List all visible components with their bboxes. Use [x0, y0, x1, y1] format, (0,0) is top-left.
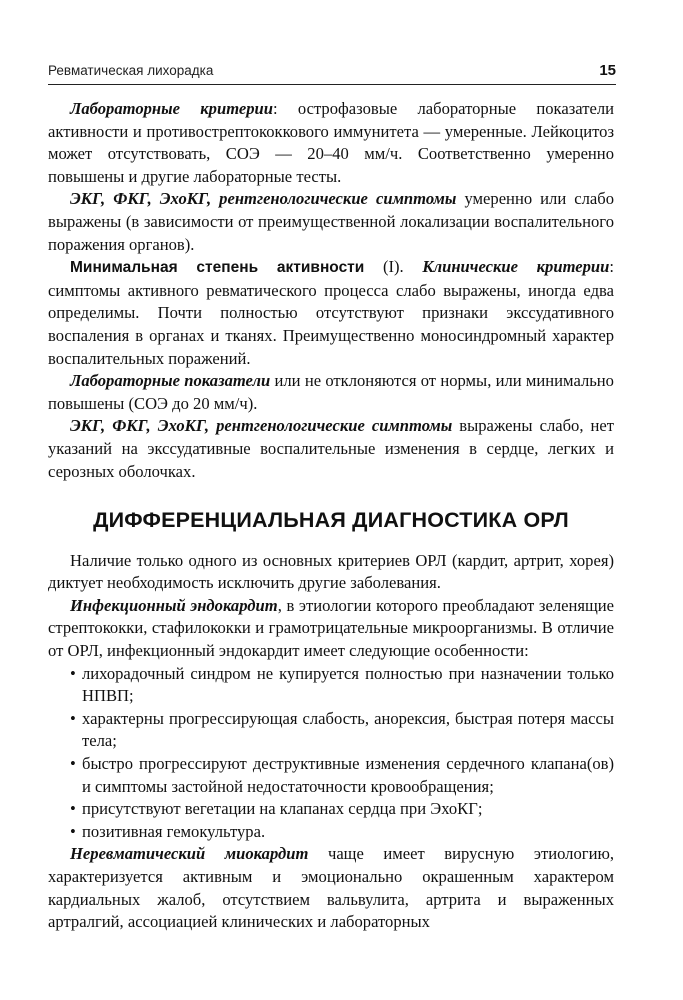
- paragraph-text: выражены слабо, нет указаний на экссудативные воспалительные изменения в сердце, легких и серозных оболочках.: [48, 416, 614, 481]
- term: Неревматический миокардит: [70, 844, 309, 864]
- term-bold: Минимальная степень активности: [70, 259, 365, 277]
- paragraph-text: умеренно или слабо выражены (в зависимости от преимущественной локализации воспалительного поражения органов).: [48, 189, 614, 254]
- paragraph-text: : симптомы активного ревматического процесса слабо выражены, иногда едва определимы. Почти полностью отсутствуют признаки экссудативного воспаления в органах и тканях. Преимущественно моносиндромный характер воспалительных поражений.: [48, 257, 615, 368]
- list-item: [70, 798, 614, 821]
- paragraph-ecg-weak: [48, 415, 614, 483]
- running-title: Ревматическая лихорадка: [48, 63, 214, 78]
- term: Инфекционный эндокардит: [70, 595, 278, 615]
- list-item: [70, 821, 614, 844]
- term: Клинические критерии: [422, 257, 610, 277]
- paragraph-intro: Наличие только одного из основных критериев ОРЛ (кардит, артрит, хорея) диктует необходимость исключить другие заболевания.: [48, 550, 614, 593]
- bullet: •: [70, 799, 76, 819]
- list-item-text: лихорадочный синдром не купируется полностью при назначении только НПВП;: [82, 663, 614, 706]
- list-item-text: присутствуют вегетации на клапанах сердца при ЭхоКГ;: [82, 799, 483, 819]
- list-item: [70, 663, 614, 708]
- bullet: •: [70, 754, 76, 774]
- page-body: [48, 98, 614, 934]
- list-item-text: быстро прогрессируют деструктивные изменения сердечного клапана(ов) и симптомы застойной недостаточности кровообращения;: [82, 754, 614, 796]
- bullet-list: [48, 663, 614, 844]
- paragraph-ecg-moderate: [48, 188, 614, 256]
- term: Лабораторные критерии: [70, 99, 274, 118]
- paragraph-text: , в этиологии которого преобладают зеленящие стрептококки, стафилококки и грамотрицательные микроорганизмы. В отличие от ОРЛ, инфекционный эндокардит имеет следующие особенности:: [48, 595, 614, 661]
- paragraph-lab-indicators: [48, 370, 614, 415]
- paragraph-text: чаще имеет вирусную этиологию, характеризуется активным и эмоционально окрашенным характером кардиальных жалоб, отсутствием вальвулита, артрита и выраженных артралгий, ассоциацией клинических и лабораторных: [48, 844, 614, 932]
- running-header: [48, 62, 616, 79]
- paragraph-text: : острофазовые лабораторные показатели активности и противострептококкового иммунитета — умеренные. Лейкоцитоз может отсутствовать, СОЭ — 20–40 мм/ч. Соответственно умеренно повышены и другие лабораторные тесты.: [48, 99, 614, 186]
- list-item: [70, 753, 614, 798]
- bullet: •: [70, 821, 76, 841]
- list-item: [70, 708, 614, 753]
- paragraph-lab-criteria: [48, 98, 614, 188]
- paragraph-myocarditis: [48, 843, 614, 933]
- list-item-text: позитивная гемокультура.: [82, 821, 266, 841]
- term: ЭКГ, ФКГ, ЭхоКГ, рентгенологические симптомы: [70, 189, 457, 209]
- section-heading: ДИФФЕРЕНЦИАЛЬНАЯ ДИАГНОСТИКА ОРЛ: [93, 508, 569, 533]
- paragraph-endocarditis: [48, 595, 614, 663]
- term: ЭКГ, ФКГ, ЭхоКГ, рентгенологические симптомы: [70, 416, 453, 436]
- paragraph-minimal-activity: [48, 256, 614, 370]
- bullet: •: [70, 708, 76, 728]
- term: Лабораторные показатели: [70, 371, 271, 391]
- paragraph-text: или не отклоняются от нормы, или минимально повышены (СОЭ до 20 мм/ч).: [48, 371, 614, 413]
- page-number: 15: [599, 62, 616, 79]
- bullet: •: [70, 663, 76, 683]
- paragraph-text: (I).: [364, 257, 423, 277]
- header-rule: [48, 84, 616, 85]
- list-item-text: характерны прогрессирующая слабость, анорексия, быстрая потеря массы тела;: [82, 708, 614, 751]
